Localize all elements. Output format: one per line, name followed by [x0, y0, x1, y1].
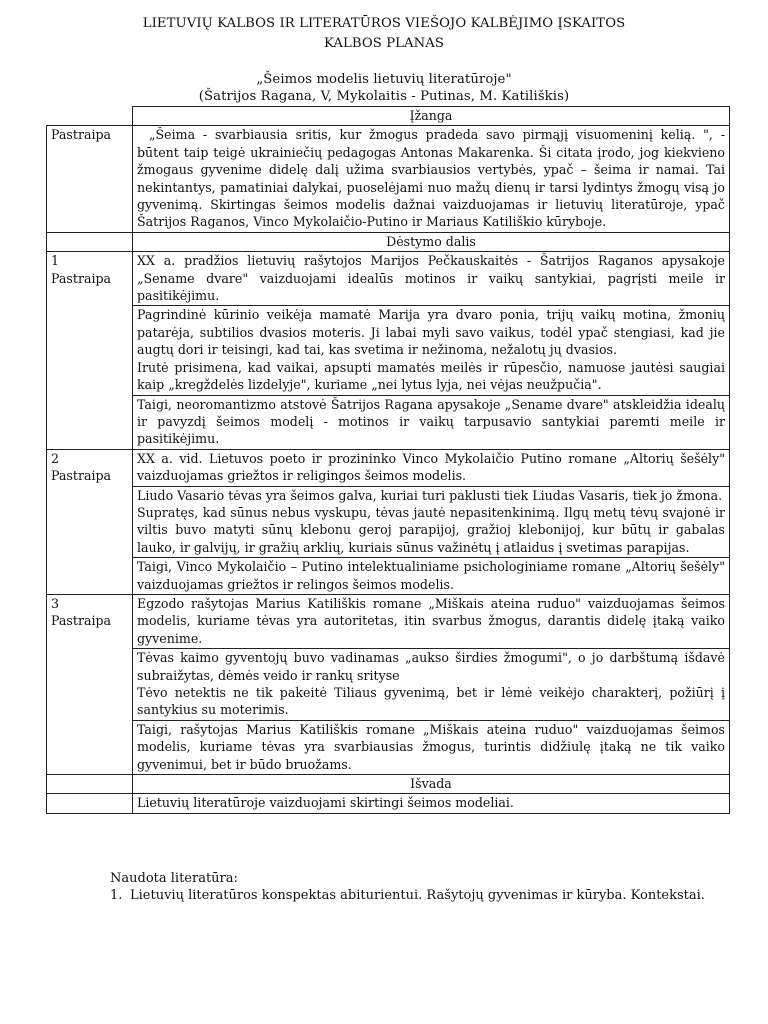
paragraph-argument: Tėvas kaimo gyventojų buvo vadinamas „aukso širdies žmogumi", o jo darbštumą išdavė subraižytas, dėmės veido ir rankų srityse Tėvo netektis ne tik pakeitė Tiliaus gyvenimą, bet ir lėmė veikėjo charakterį, požiūrį į santykius su moterimis. — [133, 649, 730, 721]
paragraph-topic-sentence: XX a. pradžios lietuvių rašytojos Marijos Pečkauskaitės - Šatrijos Raganos apysakoje „Sename dvare" vaizduojami idealūs motinos ir vaikų santykiai, pagrįsti meile ir pasitikėjimu. — [133, 252, 730, 306]
speech-plan-table — [46, 106, 730, 814]
literature-item-text: Lietuvių literatūros konspektas abiturientui. Rašytojų gyvenimas ir kūryba. Kontekstai. — [130, 888, 705, 903]
body-heading-row — [47, 232, 730, 251]
literature-item — [110, 887, 730, 905]
paragraph-label-cell — [47, 449, 133, 594]
empty-cell — [47, 775, 133, 794]
paragraph-label: Pastraipa — [51, 468, 112, 484]
paragraph-conclusion: Taigi, Vinco Mykolaičio – Putino intelektualiniame psichologiniame romane „Altorių šešėly" vaizduojamas griežtos ir relingos šeimos modelis. — [133, 558, 730, 595]
conclusion-text: Lietuvių literatūroje vaizduojami skirtingi šeimos modeliai. — [133, 794, 730, 813]
paragraph-label-cell — [47, 252, 133, 449]
paragraph-row — [47, 449, 730, 486]
paragraph-row — [47, 558, 730, 595]
paragraph-label-cell — [47, 594, 133, 774]
topic-authors: (Šatrijos Ragana, V, Mykolaitis - Putinas, M. Katiliškis) — [198, 89, 570, 104]
empty-cell — [47, 107, 133, 126]
intro-label: Pastraipa — [47, 126, 133, 232]
paragraph-label: Pastraipa — [51, 613, 112, 629]
document-title-line1: LIETUVIŲ KALBOS IR LITERATŪROS VIEŠOJO KALBĖJIMO ĮSKAITOS — [142, 16, 626, 31]
section-heading-intro: Įžanga — [133, 107, 730, 126]
literature-item-number: 1. — [110, 888, 123, 903]
paragraph-row — [47, 720, 730, 774]
intro-row — [47, 126, 730, 232]
paragraph-topic-sentence: Egzodo rašytojas Marius Katiliškis romane „Miškais ateina ruduo" vaizduojamas šeimos modelis, kuriame tėvas yra autoritetas, itin svarbus žmogus, darantis didelę įtaką vaiko gyvenime. — [133, 594, 730, 648]
paragraph-number: 3 — [51, 595, 60, 611]
paragraph-number: 2 — [51, 450, 60, 466]
document-title-line2: KALBOS PLANAS — [323, 36, 445, 51]
paragraph-row — [47, 594, 730, 648]
empty-cell — [47, 232, 133, 251]
paragraph-topic-sentence: XX a. vid. Lietuvos poeto ir prozininko Vinco Mykolaičio Putino romane „Altorių šešėly" vaizduojamas griežtos ir religingos šeimos modelis. — [133, 449, 730, 486]
paragraph-row — [47, 252, 730, 306]
literature-heading: Naudota literatūra: — [110, 871, 238, 886]
paragraph-number: 1 — [51, 253, 60, 269]
paragraph-row — [47, 486, 730, 558]
paragraph-conclusion: Taigi, rašytojas Marius Katiliškis romane „Miškais ateina ruduo" vaizduojamas šeimos modelis, kuriame tėvas yra svarbiausias žmogus, turintis didžiulę įtaką ne tik vaiko gyvenimui, bet ir būdo bruožams. — [133, 720, 730, 774]
section-heading-body: Dėstymo dalis — [133, 232, 730, 251]
empty-cell — [47, 794, 133, 813]
paragraph-label: Pastraipa — [51, 270, 112, 286]
intro-text: „Šeima - svarbiausia sritis, kur žmogus pradeda savo pirmąjį visuomeninį kelią. ", - būtent taip teigė ukrainiečių pedagogas Antonas Makarenka. Ši citata įrodo, jog kiekvieno žmogaus gyvenime didelę dalį užima svarbiausios vertybės, ypač – šeima ir namai. Tai nekintantys, pamatiniai dalykai, puoselėjami nuo mažų dienų ir tarsi lydintys žmogų visą jo gyvenimą. Skirtingas šeimos modelis dažnai vaizduojamas ir lietuvių literatūroje, ypač Šatrijos Raganos, Vinco Mykolaičio-Putino ir Mariaus Katiliškio kūryboje. — [133, 126, 730, 232]
paragraph-argument: Pagrindinė kūrinio veikėja mamatė Marija yra dvaro ponia, trijų vaikų motina, žmonių patarėja, subtilios dvasios moteris. Ji labai myli savo vaikus, todėl ypač stengiasi, kad jie augtų dori ir teisingi, kad tai, kas svetima ir nežinoma, nežalotų jų dvasios. Irutė prisimena, kad vaikai, apsupti mamatės meilės ir rūpesčio, namuose jautėsi saugiai kaip „kregždelės lizdelyje", kuriame „nei lytus lyja, nei vėjas neužpučia". — [133, 306, 730, 395]
intro-heading-row — [47, 107, 730, 126]
paragraph-row — [47, 395, 730, 449]
conclusion-row — [47, 794, 730, 813]
paragraph-row — [47, 649, 730, 721]
topic-title: „Šeimos modelis lietuvių literatūroje" — [256, 72, 512, 87]
paragraph-argument: Liudo Vasario tėvas yra šeimos galva, kuriai turi paklusti tiek Liudas Vasaris, tiek jo žmona. Supratęs, kad sūnus nebus vyskupu, tėvas jautė nepasitenkinimą. Ilgų metų tėvų svajonė ir viltis buvo matyti sūnų klebonu geroj parapijoj, gražioj klebonijoj, kur būtų ir gabalas lauko, ir galvijų, ir gražių arklių, kuriais sūnus važinėtų į atlaidus į svetimas parapijas. — [133, 486, 730, 558]
section-heading-conclusion: Išvada — [133, 775, 730, 794]
paragraph-conclusion: Taigi, neoromantizmo atstovė Šatrijos Ragana apysakoje „Sename dvare" atskleidžia idealų ir pavyzdį šeimos modelį - motinos ir vaikų tarpusavio santykiai paremti meile ir pasitikėjimu. — [133, 395, 730, 449]
conclusion-heading-row — [47, 775, 730, 794]
paragraph-row — [47, 306, 730, 395]
